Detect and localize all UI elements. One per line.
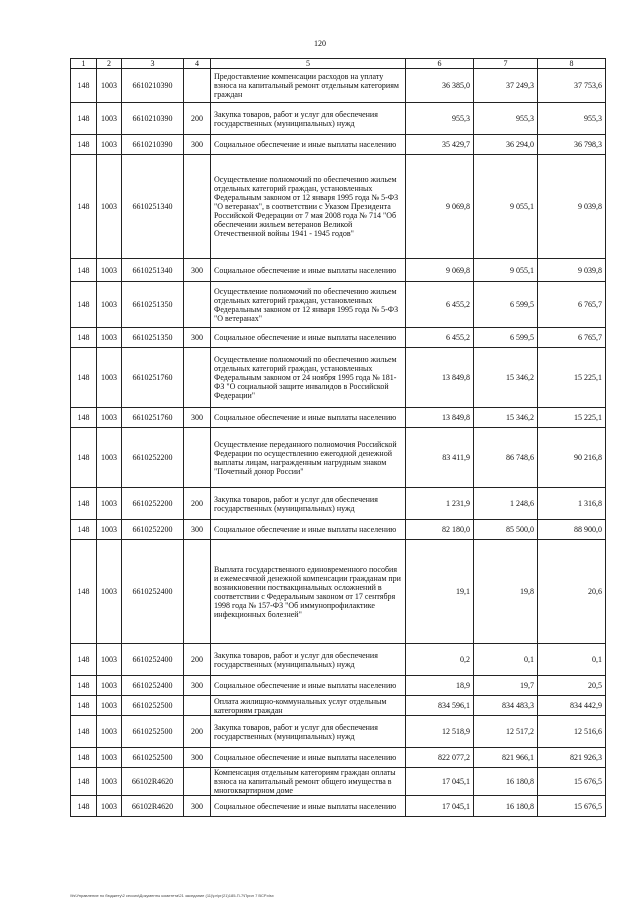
section-code-cell: 1003 [97,716,122,748]
table-row [71,348,606,408]
amount-year1-cell: 83 411,9 [406,428,474,488]
amount-year3-cell: 12 516,6 [538,716,606,748]
amount-year2-cell: 6 599,5 [474,328,538,348]
agency-code-cell: 148 [71,103,97,135]
section-code-cell: 1003 [97,282,122,328]
item-name-cell: Оплата жилищно-коммунальных услуг отдельным категориям граждан [211,696,406,716]
table-row [71,328,606,348]
amount-year2-cell: 9 055,1 [474,259,538,282]
table-row [71,103,606,135]
agency-code-cell: 148 [71,155,97,259]
item-name-cell: Социальное обеспечение и иные выплаты населению [211,259,406,282]
expense-type-cell: 300 [184,328,211,348]
amount-year3-cell: 0,1 [538,644,606,676]
amount-year1-cell: 13 849,8 [406,348,474,408]
table-row [71,696,606,716]
amount-year2-cell: 9 055,1 [474,155,538,259]
amount-year3-cell: 1 316,8 [538,488,606,520]
agency-code-cell: 148 [71,644,97,676]
section-code-cell: 1003 [97,796,122,817]
amount-year2-cell: 834 483,3 [474,696,538,716]
expense-type-cell: 300 [184,520,211,540]
agency-code-cell: 148 [71,348,97,408]
expense-type-cell [184,69,211,103]
amount-year2-cell: 821 966,1 [474,748,538,768]
table-row [71,135,606,155]
target-article-cell: 6610251340 [122,155,184,259]
section-code-cell: 1003 [97,540,122,644]
section-code-cell: 1003 [97,408,122,428]
table-row [71,676,606,696]
amount-year3-cell: 6 765,7 [538,328,606,348]
expense-type-cell: 300 [184,676,211,696]
item-name-cell: Компенсация отдельным категориям граждан оплаты взноса на капитальный ремонт общего имущества в многоквартирном доме [211,768,406,796]
target-article-cell: 6610251760 [122,348,184,408]
header-cell: 2 [97,59,122,69]
amount-year3-cell: 834 442,9 [538,696,606,716]
target-article-cell: 6610252400 [122,676,184,696]
header-cell: 4 [184,59,211,69]
amount-year1-cell: 35 429,7 [406,135,474,155]
item-name-cell: Социальное обеспечение и иные выплаты населению [211,676,406,696]
amount-year3-cell: 9 039,8 [538,155,606,259]
section-code-cell: 1003 [97,155,122,259]
amount-year2-cell: 955,3 [474,103,538,135]
table-row [71,408,606,428]
amount-year3-cell: 15 676,5 [538,796,606,817]
amount-year1-cell: 822 077,2 [406,748,474,768]
section-code-cell: 1003 [97,259,122,282]
amount-year3-cell: 9 039,8 [538,259,606,282]
section-code-cell: 1003 [97,135,122,155]
amount-year1-cell: 13 849,8 [406,408,474,428]
agency-code-cell: 148 [71,428,97,488]
amount-year3-cell: 88 900,0 [538,520,606,540]
agency-code-cell: 148 [71,540,97,644]
amount-year1-cell: 19,1 [406,540,474,644]
agency-code-cell: 148 [71,69,97,103]
section-code-cell: 1003 [97,103,122,135]
amount-year3-cell: 20,6 [538,540,606,644]
table-row [71,488,606,520]
expense-type-cell: 200 [184,103,211,135]
expense-type-cell: 300 [184,408,211,428]
expense-type-cell [184,282,211,328]
amount-year3-cell: 37 753,6 [538,69,606,103]
table-row [71,69,606,103]
agency-code-cell: 148 [71,408,97,428]
agency-code-cell: 148 [71,488,97,520]
expense-type-cell: 200 [184,644,211,676]
expense-type-cell [184,768,211,796]
table-row [71,428,606,488]
item-name-cell: Закупка товаров, работ и услуг для обеспечения государственных (муниципальных) нужд [211,488,406,520]
target-article-cell: 6610251350 [122,282,184,328]
amount-year3-cell: 15 225,1 [538,408,606,428]
item-name-cell: Социальное обеспечение и иные выплаты населению [211,328,406,348]
section-code-cell: 1003 [97,328,122,348]
item-name-cell: Социальное обеспечение и иные выплаты населению [211,408,406,428]
amount-year3-cell: 6 765,7 [538,282,606,328]
expense-type-cell [184,540,211,644]
expense-type-cell: 300 [184,796,211,817]
amount-year1-cell: 9 069,8 [406,259,474,282]
amount-year2-cell: 36 294,0 [474,135,538,155]
section-code-cell: 1003 [97,348,122,408]
target-article-cell: 6610252200 [122,488,184,520]
item-name-cell: Осуществление полномочий по обеспечению жильем отдельных категорий граждан, установленных Федеральным законом от 12 января 1995 года № 5-ФЗ "О ветеранах", в соответствии с Указом Президента Российской Федерации от 7 мая 2008 года № 714 "Об обеспечении жильем ветеранов Великой Отечественной войны 1941 - 1945 годов" [211,155,406,259]
footer-file-path: \\fs\Управление по бюджету\2 сессия\Документы комитета\21 заседание (11)\pr\pr(21)185-П-7\Прил 7 ВСР.xlsx [70,893,274,898]
expense-type-cell [184,428,211,488]
target-article-cell: 6610252500 [122,748,184,768]
amount-year2-cell: 15 346,2 [474,408,538,428]
amount-year2-cell: 0,1 [474,644,538,676]
table-row [71,768,606,796]
amount-year3-cell: 90 216,8 [538,428,606,488]
amount-year3-cell: 20,5 [538,676,606,696]
amount-year2-cell: 19,7 [474,676,538,696]
amount-year1-cell: 18,9 [406,676,474,696]
table-row [71,644,606,676]
amount-year1-cell: 6 455,2 [406,328,474,348]
target-article-cell: 66102R4620 [122,796,184,817]
expense-type-cell [184,696,211,716]
amount-year2-cell: 16 180,8 [474,768,538,796]
header-cell: 1 [71,59,97,69]
amount-year1-cell: 17 045,1 [406,796,474,817]
table-row [71,282,606,328]
amount-year1-cell: 12 518,9 [406,716,474,748]
table-row [71,155,606,259]
header-cell: 3 [122,59,184,69]
item-name-cell: Социальное обеспечение и иные выплаты населению [211,520,406,540]
target-article-cell: 6610210390 [122,135,184,155]
agency-code-cell: 148 [71,259,97,282]
amount-year1-cell: 0,2 [406,644,474,676]
amount-year1-cell: 17 045,1 [406,768,474,796]
amount-year1-cell: 955,3 [406,103,474,135]
table-row [71,520,606,540]
amount-year1-cell: 82 180,0 [406,520,474,540]
amount-year3-cell: 36 798,3 [538,135,606,155]
amount-year2-cell: 85 500,0 [474,520,538,540]
agency-code-cell: 148 [71,796,97,817]
expense-type-cell: 300 [184,259,211,282]
item-name-cell: Осуществление переданного полномочия Российской Федерации по осуществлению ежегодной денежной выплаты лицам, награжденным нагрудным знаком "Почетный донор России" [211,428,406,488]
section-code-cell: 1003 [97,768,122,796]
table-row [71,716,606,748]
header-cell: 7 [474,59,538,69]
target-article-cell: 6610251760 [122,408,184,428]
page-number: 120 [314,39,326,48]
target-article-cell: 6610252500 [122,716,184,748]
item-name-cell: Закупка товаров, работ и услуг для обеспечения государственных (муниципальных) нужд [211,716,406,748]
section-code-cell: 1003 [97,488,122,520]
section-code-cell: 1003 [97,676,122,696]
target-article-cell: 6610251340 [122,259,184,282]
section-code-cell: 1003 [97,428,122,488]
section-code-cell: 1003 [97,748,122,768]
amount-year1-cell: 1 231,9 [406,488,474,520]
amount-year3-cell: 15 225,1 [538,348,606,408]
section-code-cell: 1003 [97,644,122,676]
table-row [71,796,606,817]
expense-type-cell: 300 [184,135,211,155]
agency-code-cell: 148 [71,696,97,716]
amount-year3-cell: 15 676,5 [538,768,606,796]
target-article-cell: 6610252400 [122,644,184,676]
amount-year2-cell: 1 248,6 [474,488,538,520]
amount-year2-cell: 19,8 [474,540,538,644]
table-row [71,259,606,282]
amount-year2-cell: 86 748,6 [474,428,538,488]
agency-code-cell: 148 [71,135,97,155]
agency-code-cell: 148 [71,716,97,748]
item-name-cell: Закупка товаров, работ и услуг для обеспечения государственных (муниципальных) нужд [211,644,406,676]
expense-type-cell: 300 [184,748,211,768]
expense-type-cell [184,348,211,408]
section-code-cell: 1003 [97,520,122,540]
amount-year1-cell: 834 596,1 [406,696,474,716]
agency-code-cell: 148 [71,282,97,328]
budget-table [70,58,606,817]
expense-type-cell: 200 [184,716,211,748]
table-row [71,540,606,644]
target-article-cell: 6610210390 [122,69,184,103]
header-cell: 6 [406,59,474,69]
target-article-cell: 6610252200 [122,520,184,540]
item-name-cell: Закупка товаров, работ и услуг для обеспечения государственных (муниципальных) нужд [211,103,406,135]
amount-year1-cell: 9 069,8 [406,155,474,259]
table-header-row [71,59,606,69]
item-name-cell: Социальное обеспечение и иные выплаты населению [211,748,406,768]
target-article-cell: 6610210390 [122,103,184,135]
section-code-cell: 1003 [97,696,122,716]
item-name-cell: Выплата государственного единовременного пособия и ежемесячной денежной компенсации гражданам при возникновении поствакцинальных осложнений в соответствии с Федеральным законом от 17 сентября 1998 года № 157-ФЗ "Об иммунопрофилактике инфекционных болезней" [211,540,406,644]
item-name-cell: Социальное обеспечение и иные выплаты населению [211,796,406,817]
amount-year3-cell: 821 926,3 [538,748,606,768]
agency-code-cell: 148 [71,676,97,696]
agency-code-cell: 148 [71,328,97,348]
header-cell: 5 [211,59,406,69]
amount-year2-cell: 12 517,2 [474,716,538,748]
table-row [71,748,606,768]
amount-year2-cell: 6 599,5 [474,282,538,328]
amount-year2-cell: 15 346,2 [474,348,538,408]
item-name-cell: Предоставление компенсации расходов на уплату взноса на капитальный ремонт отдельным категориям граждан [211,69,406,103]
amount-year2-cell: 16 180,8 [474,796,538,817]
amount-year2-cell: 37 249,3 [474,69,538,103]
target-article-cell: 6610251350 [122,328,184,348]
agency-code-cell: 148 [71,768,97,796]
header-cell: 8 [538,59,606,69]
section-code-cell: 1003 [97,69,122,103]
agency-code-cell: 148 [71,748,97,768]
target-article-cell: 6610252200 [122,428,184,488]
expense-type-cell: 200 [184,488,211,520]
agency-code-cell: 148 [71,520,97,540]
item-name-cell: Социальное обеспечение и иные выплаты населению [211,135,406,155]
item-name-cell: Осуществление полномочий по обеспечению жильем отдельных категорий граждан, установленных Федеральным законом от 12 января 1995 года № 5-ФЗ "О ветеранах" [211,282,406,328]
expense-type-cell [184,155,211,259]
item-name-cell: Осуществление полномочий по обеспечению жильем отдельных категорий граждан, установленных Федеральным законом от 24 ноября 1995 года № 181-ФЗ "О социальной защите инвалидов в Российской Федерации" [211,348,406,408]
amount-year1-cell: 36 385,0 [406,69,474,103]
target-article-cell: 66102R4620 [122,768,184,796]
amount-year1-cell: 6 455,2 [406,282,474,328]
target-article-cell: 6610252500 [122,696,184,716]
target-article-cell: 6610252400 [122,540,184,644]
amount-year3-cell: 955,3 [538,103,606,135]
